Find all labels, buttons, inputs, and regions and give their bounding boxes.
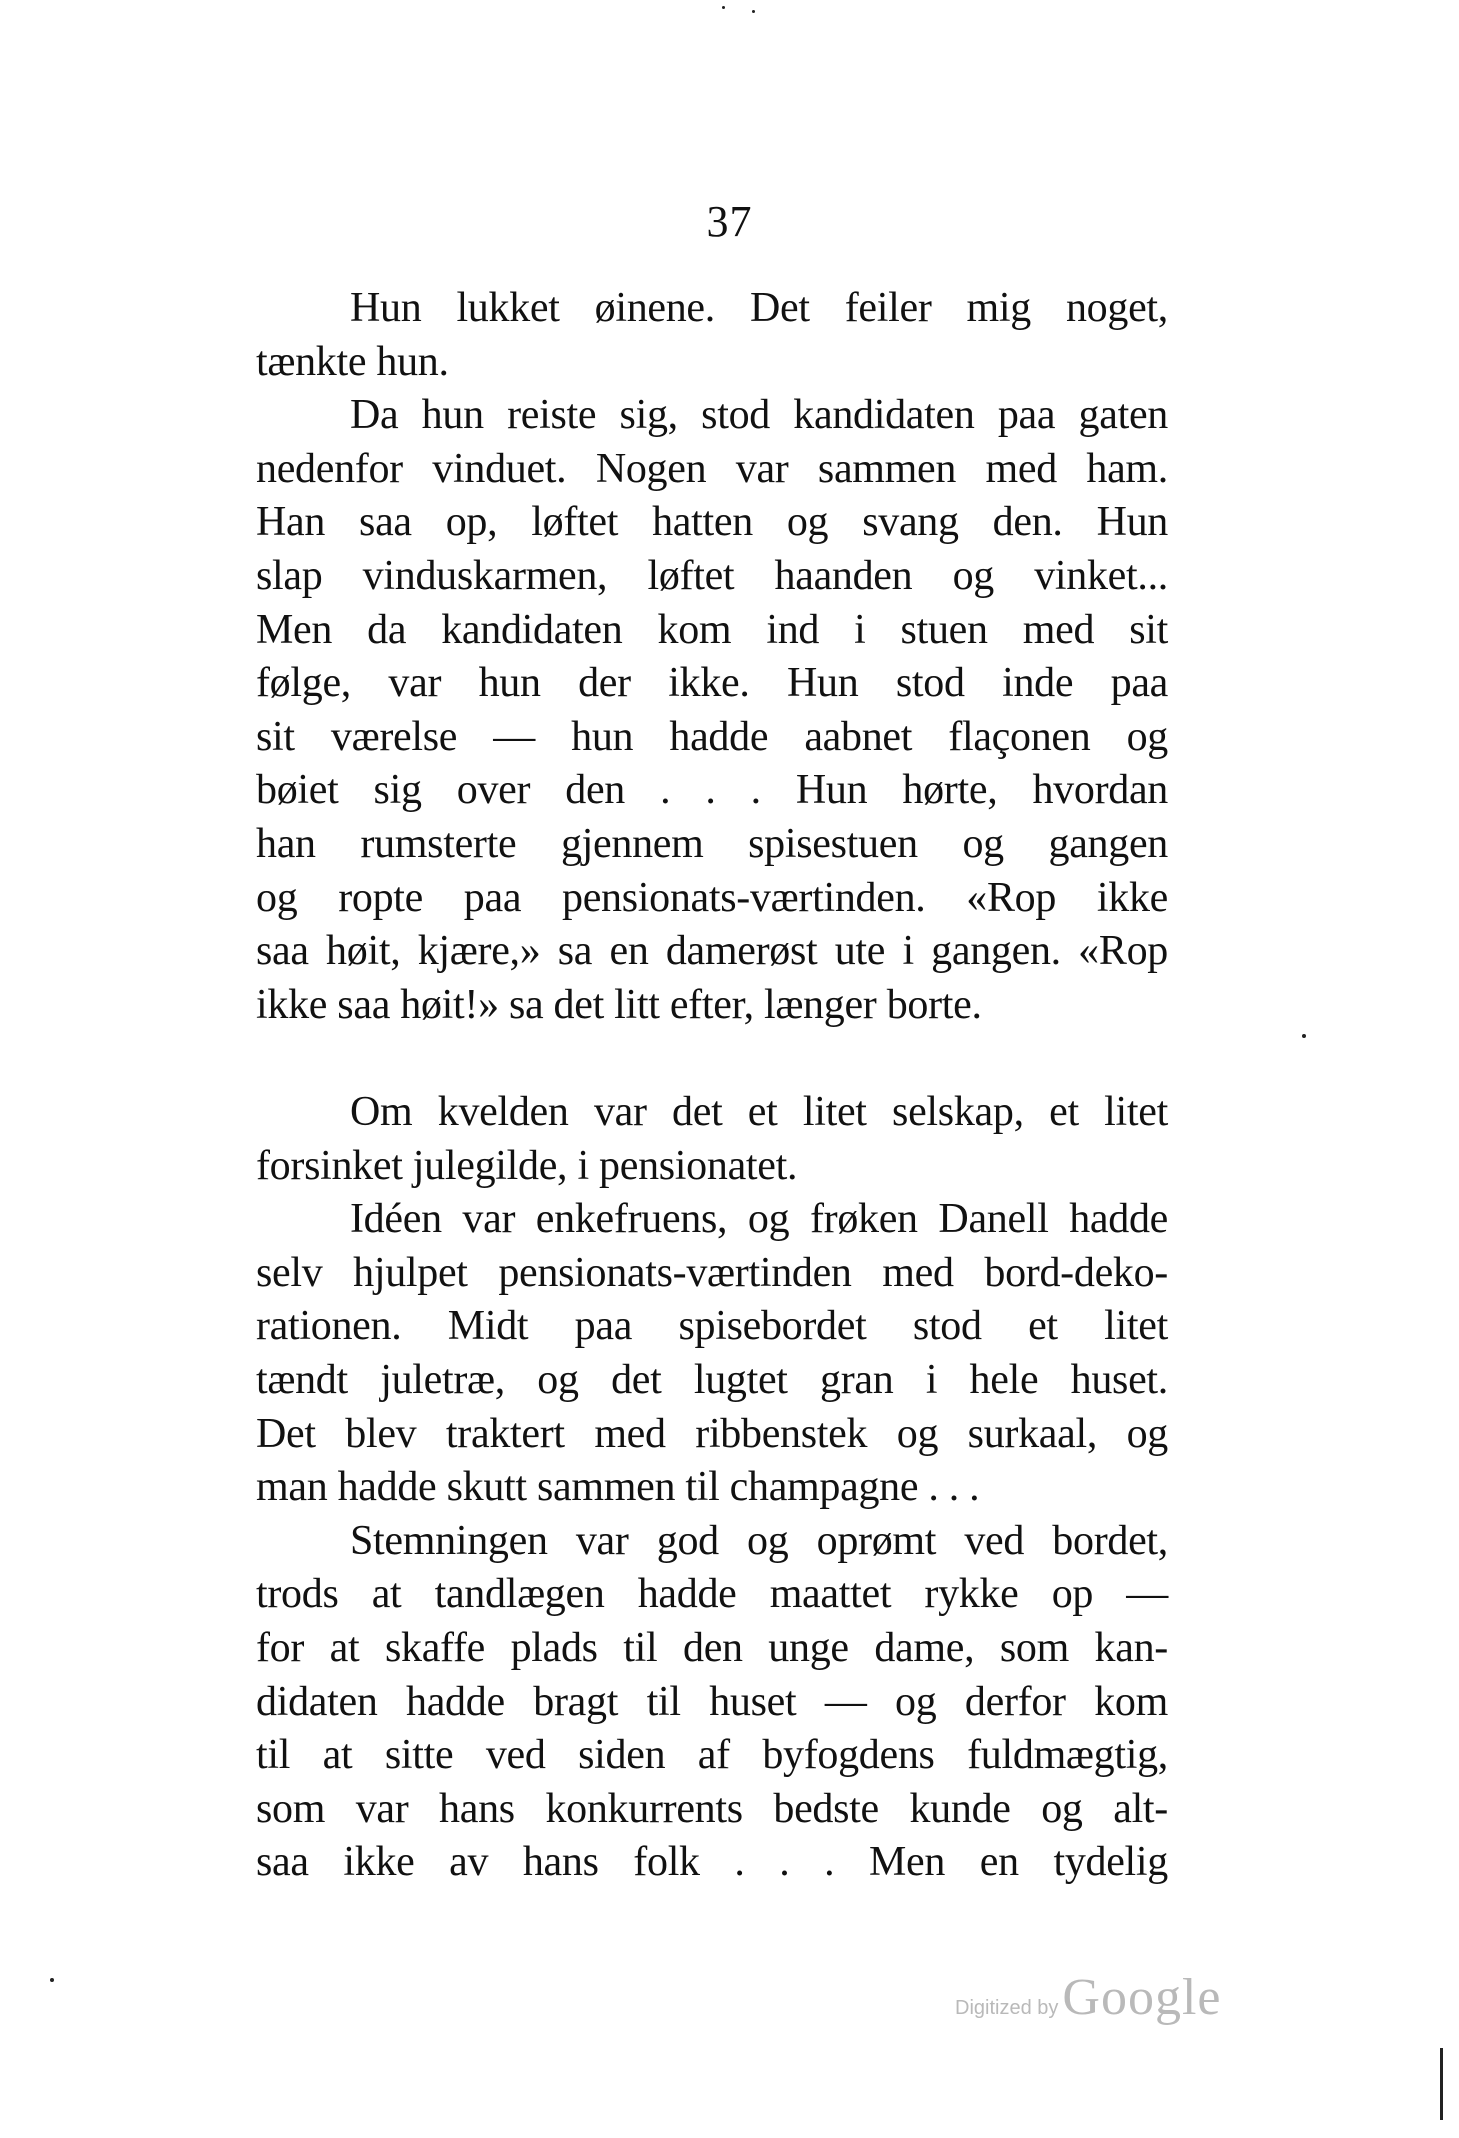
text-line: rationen. Midt paa spisebordet stod et litet (256, 1303, 1168, 1350)
scan-speck (1302, 1034, 1306, 1038)
text-line: som var hans konkurrents bedste kunde og alt- (256, 1785, 1168, 1832)
text-line: saa ikke av hans folk . . . Men en tydelig (256, 1839, 1168, 1886)
text-line: slap vinduskarmen, løftet haanden og vinket... (256, 552, 1168, 599)
text-line: Hun lukket øinene. Det feiler mig noget, (350, 285, 1168, 331)
text-line: forsinket julegilde, i pensionatet. (256, 1142, 798, 1189)
text-line: for at skaffe plads til den unge dame, som kan- (256, 1624, 1168, 1671)
text-line: saa høit, kjære,» sa en damerøst ute i gangen. «Rop (256, 928, 1168, 975)
text-line: Det blev traktert med ribbenstek og surkaal, og (256, 1410, 1168, 1457)
text-line: bøiet sig over den . . . Hun hørte, hvordan (256, 767, 1168, 814)
text-line: Stemningen var god og oprømt ved bordet, (350, 1517, 1168, 1564)
digitized-watermark (955, 1968, 1221, 2027)
text-line: trods at tandlægen hadde maattet rykke op — (256, 1571, 1168, 1618)
text-block-1 (256, 282, 1168, 1032)
text-line: man hadde skutt sammen til champagne . . . (256, 1464, 980, 1511)
scan-speck (50, 1978, 54, 1982)
text-line: selv hjulpet pensionats-værtinden med bord-deko- (256, 1249, 1168, 1296)
watermark-prefix: Digitized by (955, 1997, 1059, 2019)
text-line: Idéen var enkefruens, og frøken Danell hadde (350, 1196, 1168, 1243)
text-line: og ropte paa pensionats-værtinden. «Rop ikke (256, 874, 1168, 921)
text-line: nedenfor vinduet. Nogen var sammen med ham. (256, 445, 1168, 492)
text-line: Om kvelden var det et litet selskap, et litet (350, 1089, 1168, 1135)
text-line: følge, var hun der ikke. Hun stod inde paa (256, 660, 1168, 707)
text-line: tændt juletræ, og det lugtet gran i hele huset. (256, 1356, 1168, 1403)
scan-edge-mark (1440, 2048, 1443, 2120)
page-number: 37 (706, 197, 753, 246)
scan-speck (752, 10, 755, 13)
watermark-brand: Google (1062, 1969, 1222, 2026)
text-line: han rumsterte gjennem spisestuen og gangen (256, 820, 1168, 867)
text-line: didaten hadde bragt til huset — og derfor kom (256, 1678, 1168, 1725)
text-line: til at sitte ved siden af byfogdens fuldmægtig, (256, 1732, 1168, 1779)
text-line: Da hun reiste sig, stod kandidaten paa gaten (350, 392, 1168, 439)
text-line: ikke saa høit!» sa det litt efter, længer borte. (256, 981, 982, 1028)
text-line: Men da kandidaten kom ind i stuen med sit (256, 606, 1168, 653)
text-line: tænkte hun. (256, 338, 449, 385)
scan-speck (722, 6, 725, 9)
text-line: Han saa op, løftet hatten og svang den. Hun (256, 499, 1168, 546)
text-line: sit værelse — hun hadde aabnet flaçonen og (256, 713, 1168, 760)
text-block-2 (256, 1086, 1168, 1890)
